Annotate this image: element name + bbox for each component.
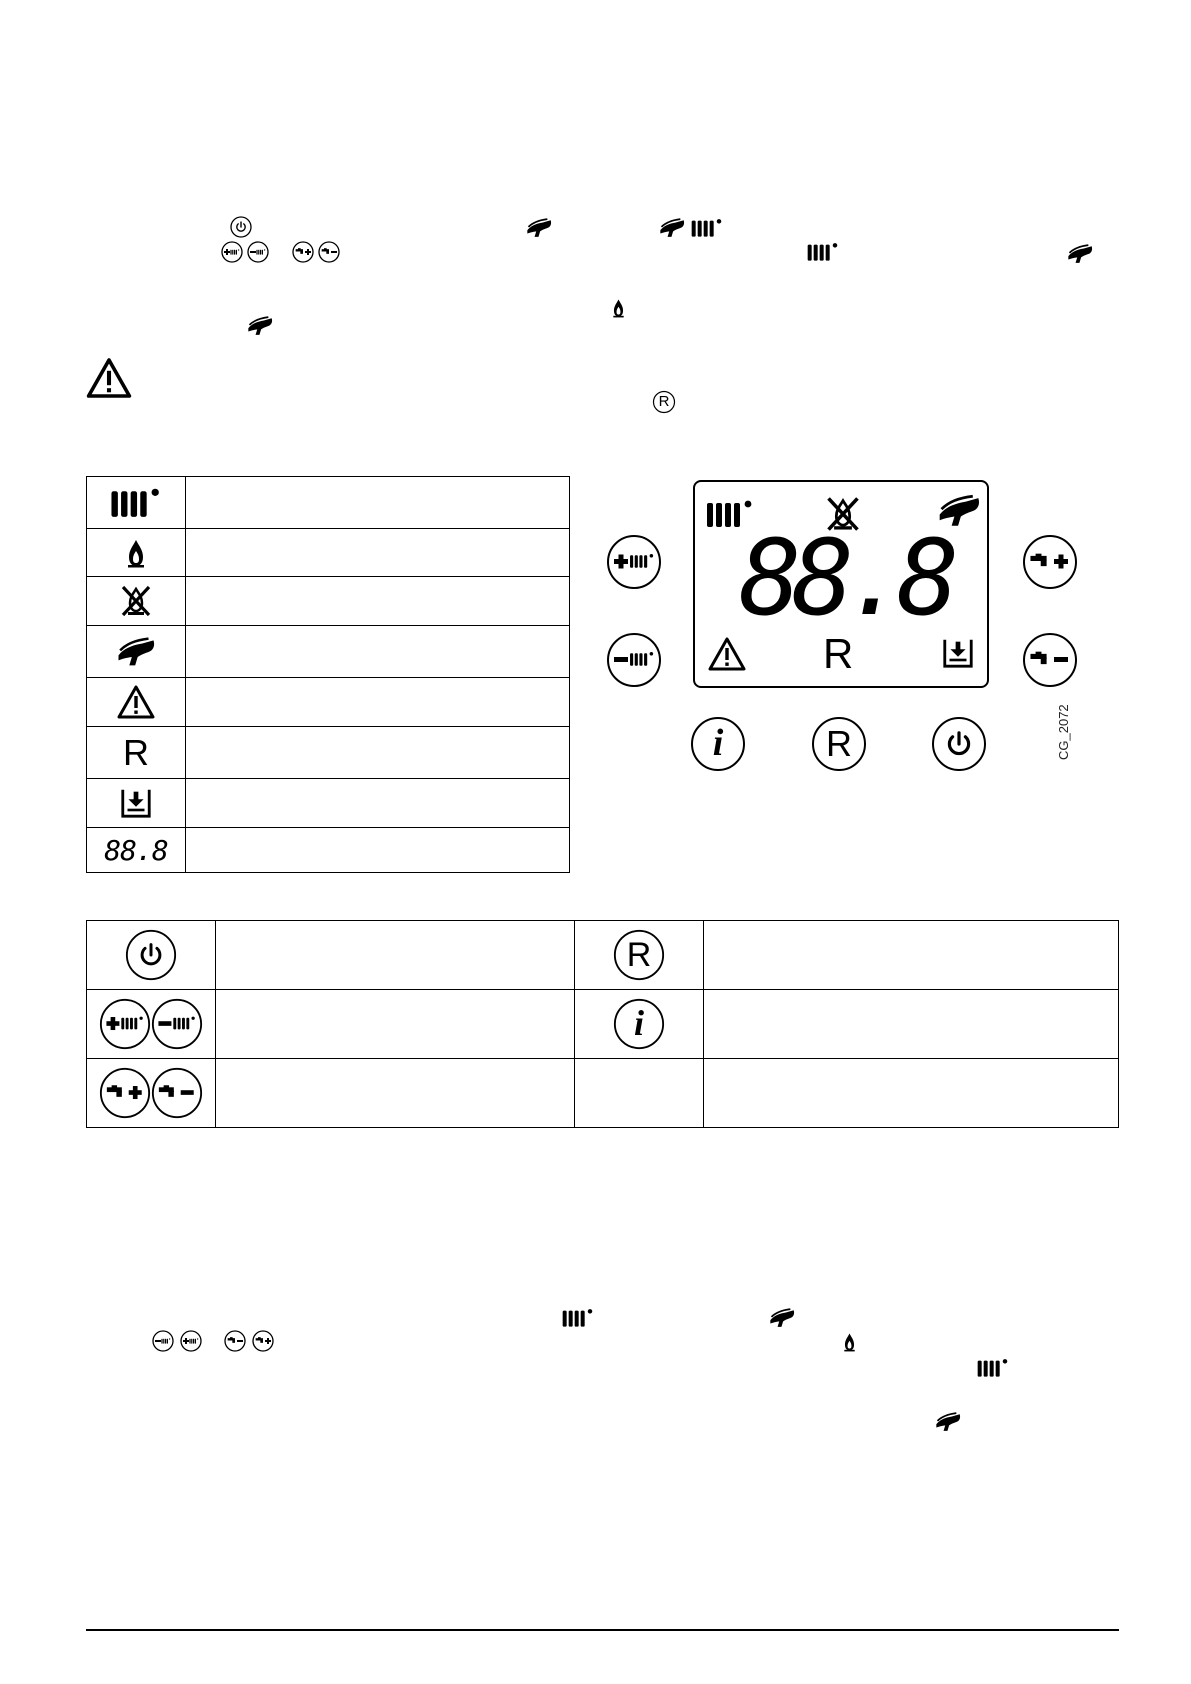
symbol-cell	[87, 678, 186, 727]
digits-display-icon: 88.8	[104, 833, 168, 867]
button-icon-cell	[575, 921, 704, 990]
heating-plus-minus-icon	[99, 998, 203, 1050]
button-icon-cell	[87, 921, 216, 990]
inline-flame-icon	[612, 297, 625, 319]
symbol-cell	[87, 779, 186, 828]
button-description	[216, 1059, 575, 1128]
heating-minus-button[interactable]	[606, 632, 662, 688]
no-flame-icon	[118, 583, 154, 619]
button-description	[216, 921, 575, 990]
symbol-description	[186, 477, 570, 529]
inline-tap-icon	[768, 1308, 796, 1328]
info-button[interactable]	[690, 716, 746, 772]
reset-letter-icon: R	[123, 731, 149, 773]
symbol-description	[186, 678, 570, 727]
display-symbols-table	[86, 476, 570, 873]
inline-tap-icon	[246, 316, 274, 336]
power-icon	[125, 929, 177, 981]
symbol-description	[186, 577, 570, 626]
figure-code: CG_2072	[1056, 704, 1071, 760]
symbol-description	[186, 779, 570, 828]
fill-icon	[119, 786, 153, 820]
symbol-cell	[87, 529, 186, 577]
symbol-cell	[87, 477, 186, 529]
flame-icon	[126, 537, 146, 569]
inline-radiator-icon	[561, 1308, 595, 1328]
inline-radiator-icon	[690, 218, 724, 238]
symbol-cell	[87, 626, 186, 678]
symbol-description	[186, 727, 570, 779]
inline-dhw-minus-plus-icons	[224, 1330, 276, 1352]
reset-button-label: R	[826, 723, 852, 764]
symbol-description	[186, 529, 570, 577]
warning-icon	[116, 684, 156, 720]
lcd-fill-icon	[941, 636, 975, 670]
power-button[interactable]	[931, 716, 987, 772]
dhw-plus-minus-icon	[99, 1067, 203, 1119]
button-icon-cell	[87, 1059, 216, 1128]
dhw-minus-button[interactable]	[1022, 632, 1078, 688]
button-description	[704, 990, 1119, 1059]
tap-icon	[115, 637, 157, 667]
lcd-warning-icon	[707, 636, 747, 672]
symbol-cell	[87, 828, 186, 873]
inline-tap-icon	[525, 218, 553, 238]
lcd-digits: 88.8	[739, 517, 950, 639]
button-description	[704, 921, 1119, 990]
buttons-table	[86, 920, 1119, 1128]
inline-dhw-plus-minus-icons	[292, 241, 342, 263]
dhw-plus-button[interactable]	[1022, 534, 1078, 590]
radiator-icon	[109, 487, 163, 519]
button-icon-cell	[575, 990, 704, 1059]
inline-heating-minus-plus-icons	[152, 1330, 204, 1352]
inline-tap-icon	[1066, 244, 1094, 264]
symbol-cell	[87, 577, 186, 626]
lcd-screen	[693, 480, 989, 688]
reset-button[interactable]	[811, 716, 867, 772]
info-button-label: i	[712, 722, 724, 764]
button-icon-cell	[87, 990, 216, 1059]
inline-reset-letter: R	[658, 393, 670, 410]
symbol-description	[186, 828, 570, 873]
button-icon-cell	[575, 1059, 704, 1128]
symbol-description	[186, 626, 570, 678]
lcd-reset-letter: R	[823, 630, 854, 677]
inline-power-icon	[230, 216, 252, 238]
inline-radiator-icon	[976, 1358, 1010, 1378]
inline-reset-icon	[652, 390, 676, 414]
inline-radiator-icon	[806, 242, 840, 262]
reset-icon: R	[626, 936, 652, 974]
button-description	[216, 990, 575, 1059]
inline-heating-plus-minus-icons	[221, 241, 271, 263]
inline-tap-icon	[658, 218, 686, 238]
heating-plus-button[interactable]	[606, 534, 662, 590]
warning-icon	[85, 356, 133, 400]
button-description	[704, 1059, 1119, 1128]
control-panel-figure	[598, 470, 1118, 780]
footer-rule	[86, 1629, 1119, 1631]
symbol-cell	[87, 727, 186, 779]
inline-flame-icon	[843, 1331, 856, 1353]
inline-tap-icon	[934, 1412, 962, 1432]
info-icon: i	[633, 1003, 644, 1043]
